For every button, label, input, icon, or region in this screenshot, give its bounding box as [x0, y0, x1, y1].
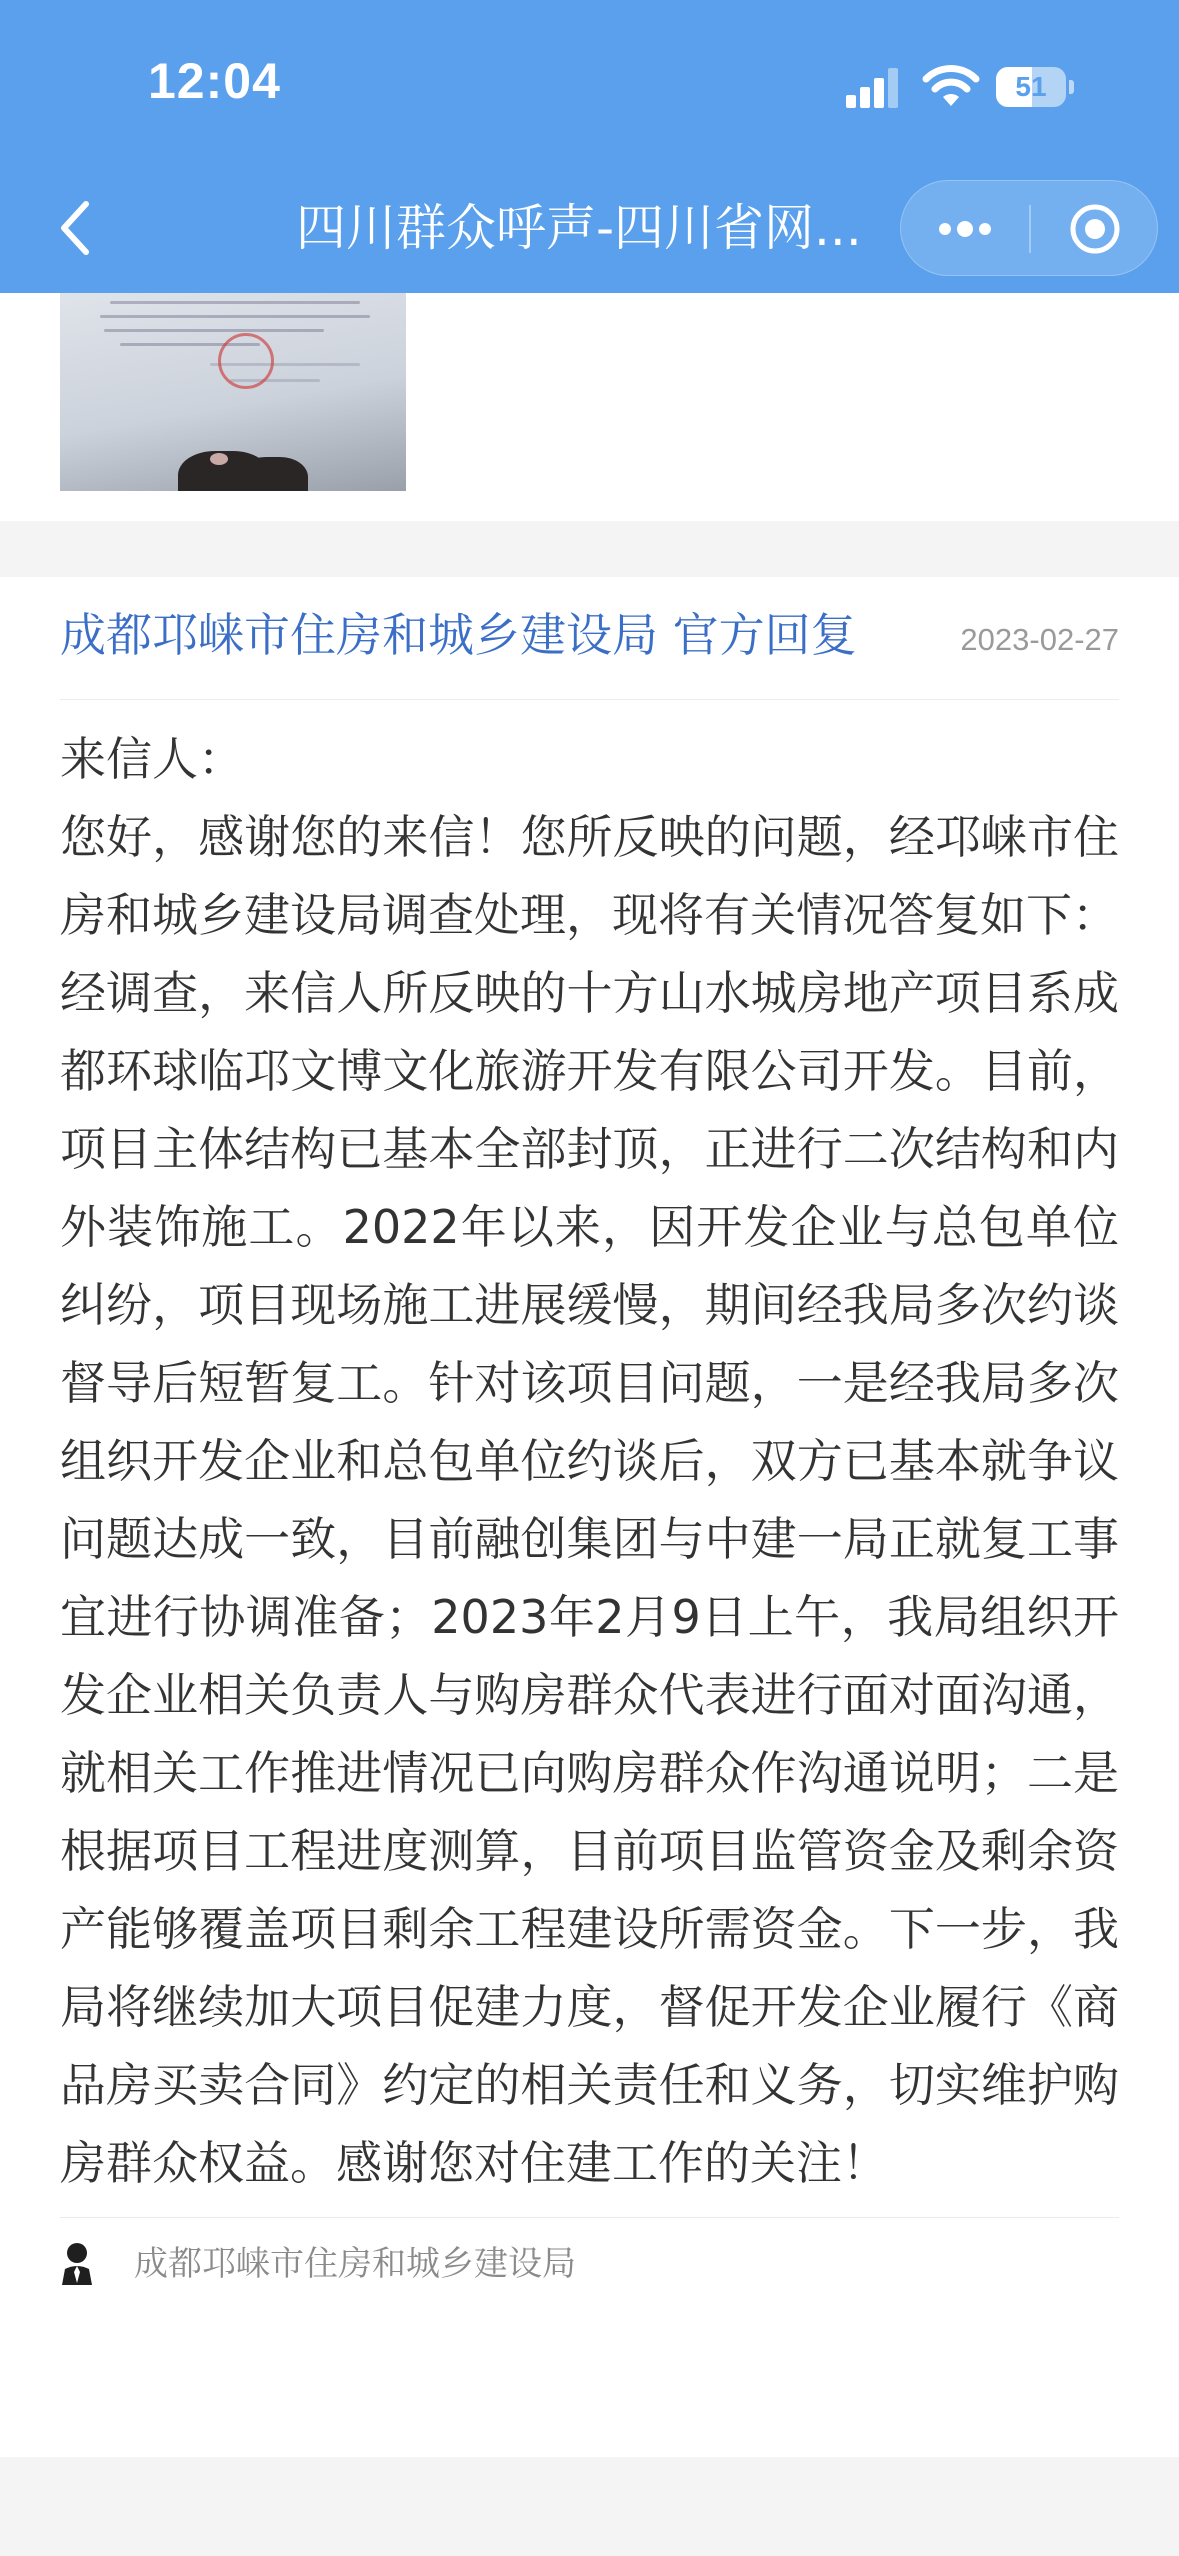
- page-content: [0, 293, 1179, 2457]
- reply-footer-org: 成都邛崃市住房和城乡建设局: [134, 2244, 576, 2284]
- reply-body: [60, 700, 1119, 2202]
- reply-footer: [60, 2217, 1119, 2314]
- official-seal-image: [218, 333, 274, 389]
- status-time: 12:04: [148, 53, 281, 109]
- back-button[interactable]: [36, 188, 116, 268]
- chevron-left-icon: [56, 200, 96, 256]
- reply-paragraph: 经调查，来信人所反映的十方山水城房地产项目系成都环球临邛文博文化旅游开发有限公司开发。目前，项目主体结构已基本全部封顶，正进行二次结构和内外装饰施工。2022年以来，因开发企业与总包单位纠纷，项目现场施工进展缓慢，期间经我局多次约谈督导后短暂复工。针对该项目问题，一是经我局多次组织开发企业和总包单位约谈后，双方已基本就争议问题达成一致，目前融创集团与中建一局正就复工事宜进行协调准备；2023年2月9日上午，我局组织开发企业相关负责人与购房群众代表进行面对面沟通，就相关工作推进情况已向购房群众作沟通说明；二是根据项目工程进度测算，目前项目监管资金及剩余资产能够覆盖项目剩余工程建设所需资金。下一步，我局将继续加大项目促建力度，督促开发企业履行《商品房买卖合同》约定的相关责任和义务，切实维护购房群众权益。感谢您对住建工作的关注！: [60, 966, 1119, 2190]
- reply-header: [60, 577, 1119, 700]
- more-dots-icon: [935, 221, 995, 237]
- close-button[interactable]: [1031, 181, 1159, 277]
- battery-level: 51: [1015, 71, 1047, 102]
- official-reply-card: [0, 577, 1179, 2457]
- reply-salutation: 来信人：: [60, 732, 244, 786]
- section-gap: [0, 521, 1179, 577]
- page-title: 四川群众呼声-四川省网...: [296, 199, 862, 257]
- battery-icon: [996, 67, 1076, 107]
- reply-org-label[interactable]: 成都邛崃市住房和城乡建设局 官方回复: [60, 608, 857, 662]
- wifi-icon: [922, 62, 980, 108]
- target-circle-icon: [1068, 202, 1122, 256]
- reply-date: 2023-02-27: [960, 622, 1119, 657]
- app-header: [0, 0, 1179, 293]
- reply-paragraph: 您好，感谢您的来信！您所反映的问题，经邛崃市住房和城乡建设局调查处理，现将有关情况答复如下：: [60, 810, 1119, 942]
- cellular-signal-icon: [846, 68, 900, 108]
- status-bar: [0, 0, 1179, 170]
- attachment-photo[interactable]: [60, 293, 406, 491]
- more-button[interactable]: [901, 181, 1029, 277]
- official-person-icon: [60, 2242, 94, 2286]
- attachment-card: [0, 293, 1179, 521]
- mini-program-capsule: [900, 180, 1158, 276]
